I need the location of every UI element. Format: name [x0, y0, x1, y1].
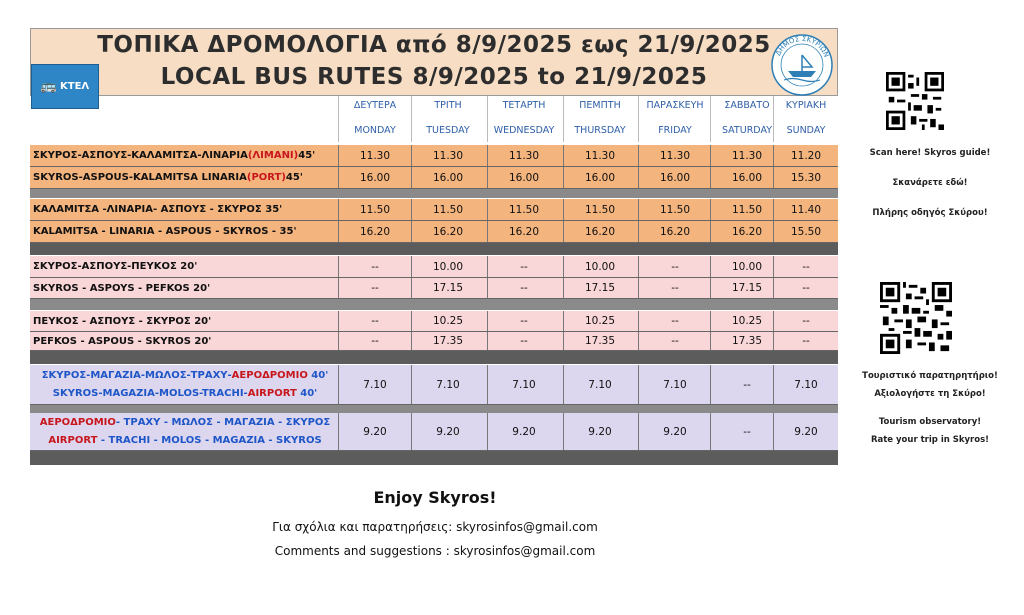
- time-cell: 11.50: [487, 199, 560, 220]
- qr2-caption-4: Rate your trip in Skyros!: [870, 435, 990, 445]
- day-en: SUNDAY: [786, 125, 826, 136]
- route-line-en: [53, 388, 317, 399]
- time-cell: 10.25: [710, 311, 783, 331]
- route-duration: 45': [298, 150, 316, 161]
- time-cell: 16.00: [487, 167, 560, 188]
- time-cell: 15.50: [773, 221, 838, 242]
- time-cell: 11.30: [563, 145, 636, 166]
- day-en: WEDNESDAY: [493, 125, 555, 136]
- time-cell: 9.20: [338, 413, 411, 450]
- time-cell: 17.35: [411, 332, 484, 350]
- day-en: THURSDAY: [574, 125, 626, 136]
- time-cell: 11.40: [773, 199, 838, 220]
- title-greek: ΤΟΠΙΚΑ ΔΡΟΜΟΛΟΓΙΑ από 8/9/2025 εως 21/9/2025: [97, 32, 771, 58]
- time-cell: 16.00: [710, 167, 783, 188]
- day-header-tuesday: [411, 96, 484, 142]
- footer-contact-en: Comments and suggestions : skyrosinfos@gmail.com: [274, 544, 596, 558]
- time-cell: --: [338, 256, 411, 277]
- day-en: MONDAY: [354, 125, 396, 136]
- time-cell: 16.00: [638, 167, 711, 188]
- time-cell: --: [773, 311, 838, 331]
- day-gr: ΣΑΒΒΑΤΟ: [724, 100, 770, 111]
- day-header-sunday: [773, 96, 838, 142]
- time-cell: --: [487, 332, 560, 350]
- table-row: [30, 278, 838, 299]
- day-header-friday: [638, 96, 711, 142]
- header-banner: [30, 28, 838, 96]
- time-cell: 9.20: [773, 413, 838, 450]
- route-text-highlight: ΑΕΡΟΔΡΟΜΙΟ: [231, 370, 308, 381]
- time-cell: --: [773, 278, 838, 298]
- route-text: - TRACHI - MOLOS - MAGAZIA - SKYROS: [97, 435, 322, 446]
- day-gr: ΔΕΥΤΕΡΑ: [353, 100, 397, 111]
- time-cell: 7.10: [563, 365, 636, 404]
- day-gr: ΠΑΡΑΣΚΕΥΗ: [646, 100, 704, 111]
- row-separator: [30, 189, 838, 198]
- time-cell: --: [710, 365, 783, 404]
- qr-code-guide[interactable]: [886, 72, 944, 130]
- time-cell: 9.20: [487, 413, 560, 450]
- time-cell: --: [638, 332, 711, 350]
- day-header-thursday: [563, 96, 636, 142]
- title-english: LOCAL BUS RUTES 8/9/2025 to 21/9/2025: [160, 64, 708, 90]
- qr-code-observatory[interactable]: [880, 281, 952, 355]
- day-gr: ΤΡΙΤΗ: [434, 100, 462, 111]
- route-duration: 40': [296, 388, 318, 399]
- table-row: [30, 365, 838, 405]
- time-cell: --: [338, 332, 411, 350]
- footer-title: Enjoy Skyros!: [373, 488, 497, 507]
- route-label: ΚΑΛΑΜΙΤΣΑ -ΛΙΝΑΡΙΑ- ΑΣΠΟΥΣ - ΣΚΥΡΟΣ 35': [33, 204, 283, 215]
- table-row: [30, 332, 838, 351]
- day-header-wednesday: [487, 96, 560, 142]
- time-cell: 17.15: [563, 278, 636, 298]
- time-cell: --: [773, 256, 838, 277]
- time-cell: 11.50: [710, 199, 783, 220]
- ktel-logo-text: ΚΤΕΛ: [60, 81, 90, 92]
- time-cell: 16.00: [338, 167, 411, 188]
- route-label: KALAMITSA - LINARIA - ASPOUS - SKYROS - 35': [33, 226, 297, 237]
- time-cell: 16.20: [338, 221, 411, 242]
- table-row: [30, 221, 838, 243]
- row-separator: [30, 299, 838, 310]
- time-cell: 11.30: [338, 145, 411, 166]
- time-cell: 16.20: [638, 221, 711, 242]
- time-cell: 10.25: [563, 311, 636, 331]
- time-cell: 7.10: [338, 365, 411, 404]
- time-cell: 15.30: [773, 167, 838, 188]
- footer-contact-gr: Για σχόλια και παρατηρήσεις: skyrosinfos@gmail.com: [272, 520, 598, 534]
- time-cell: 16.20: [710, 221, 783, 242]
- time-cell: 11.50: [338, 199, 411, 220]
- time-cell: --: [638, 311, 711, 331]
- time-cell: 11.30: [638, 145, 711, 166]
- route-text: SKYROS-ASPOUS-KALAMITSA LINARIA: [33, 172, 247, 183]
- time-cell: 11.20: [773, 145, 838, 166]
- day-en: TUESDAY: [426, 125, 470, 136]
- time-cell: 16.00: [411, 167, 484, 188]
- time-cell: 9.20: [563, 413, 636, 450]
- time-cell: 10.00: [411, 256, 484, 277]
- table-row: [30, 167, 838, 189]
- qr1-caption-1: Scan here! Skyros guide!: [869, 148, 991, 158]
- time-cell: 11.30: [710, 145, 783, 166]
- qr1-caption-3: Πλήρης οδηγός Σκύρου!: [872, 208, 988, 218]
- time-cell: --: [338, 278, 411, 298]
- row-separator: [30, 243, 838, 255]
- route-text: SKYROS-MAGAZIA-MOLOS-TRACHI-: [52, 388, 248, 399]
- time-cell: 17.15: [710, 278, 783, 298]
- qr1-caption-2: Σκανάρετε εδώ!: [892, 178, 968, 188]
- bus-icon: 🚌: [40, 79, 58, 94]
- time-cell: 7.10: [638, 365, 711, 404]
- time-cell: --: [773, 332, 838, 350]
- qr2-caption-1: Τουριστικό παρατηρητήριο!: [862, 371, 998, 381]
- time-cell: 16.00: [563, 167, 636, 188]
- row-separator: [30, 451, 838, 465]
- table-row: [30, 413, 838, 451]
- route-text: - ΤΡΑΧΥ - ΜΩΛΟΣ - ΜΑΓΑΖΙΑ - ΣΚΥΡΟΣ: [115, 417, 331, 428]
- route-label: [30, 145, 340, 166]
- row-separator: [30, 405, 838, 413]
- route-label: [30, 413, 340, 450]
- time-cell: 16.20: [487, 221, 560, 242]
- route-duration: 45': [285, 172, 303, 183]
- time-cell: --: [638, 256, 711, 277]
- route-text-highlight: AIRPORT: [247, 388, 297, 399]
- time-cell: 11.30: [487, 145, 560, 166]
- time-cell: 10.00: [710, 256, 783, 277]
- time-cell: 16.20: [411, 221, 484, 242]
- time-cell: 17.35: [710, 332, 783, 350]
- day-header-monday: [338, 96, 411, 142]
- municipality-logo-text: ΔΗΜΟΣ ΣΚΥΡΙΩΝ: [774, 34, 831, 59]
- time-cell: 10.00: [563, 256, 636, 277]
- route-label: SKYROS - ASPOYS - PEFKOS 20': [33, 282, 211, 294]
- day-gr: ΤΕΤΑΡΤΗ: [502, 100, 546, 111]
- time-cell: 7.10: [487, 365, 560, 404]
- time-cell: 9.20: [638, 413, 711, 450]
- time-cell: 11.50: [411, 199, 484, 220]
- time-cell: 11.30: [411, 145, 484, 166]
- time-cell: 17.15: [411, 278, 484, 298]
- time-cell: 7.10: [773, 365, 838, 404]
- route-label: ΣΚΥΡΟΣ-ΑΣΠΟΥΣ-ΠΕΥΚΟΣ 20': [33, 261, 198, 272]
- table-row: [30, 256, 838, 278]
- time-cell: --: [638, 278, 711, 298]
- route-label: PEFKOS - ASPOUS - SKYROS 20': [33, 335, 212, 347]
- row-separator: [30, 351, 838, 364]
- day-en: SATURDAY: [721, 125, 773, 136]
- route-text-highlight: (ΛΙΜΑΝΙ): [247, 150, 299, 161]
- time-cell: 16.20: [563, 221, 636, 242]
- route-label: ΠΕΥΚΟΣ - ΑΣΠΟΥΣ - ΣΚΥΡΟΣ 20': [33, 315, 212, 327]
- table-row: [30, 199, 838, 221]
- time-cell: 11.50: [638, 199, 711, 220]
- table-row: [30, 145, 838, 167]
- route-line-gr: [40, 417, 331, 428]
- route-line-gr: [42, 370, 329, 381]
- route-text: ΣΚΥΡΟΣ-ΑΣΠΟΥΣ-ΚΑΛΑΜΙΤΣΑ-ΛΙΝΑΡΙΑ: [33, 150, 248, 161]
- route-line-en: [48, 435, 321, 446]
- route-text-highlight: ΑΕΡΟΔΡΟΜΙΟ: [39, 417, 116, 428]
- time-cell: 7.10: [411, 365, 484, 404]
- route-label: [30, 167, 340, 188]
- qr2-caption-2: Αξιολογήστε τη Σκύρο!: [874, 389, 986, 399]
- qr2-caption-3: Tourism observatory!: [878, 417, 982, 427]
- time-cell: --: [487, 311, 560, 331]
- route-label: [30, 365, 340, 404]
- time-cell: 10.25: [411, 311, 484, 331]
- route-text-highlight: (PORT): [246, 172, 286, 183]
- ktel-logo: [31, 64, 99, 109]
- time-cell: 11.50: [563, 199, 636, 220]
- route-text-highlight: AIRPORT: [48, 435, 98, 446]
- time-cell: --: [710, 413, 783, 450]
- time-cell: 17.35: [563, 332, 636, 350]
- time-cell: --: [487, 256, 560, 277]
- time-cell: --: [487, 278, 560, 298]
- day-gr: ΚΥΡΙΑΚΗ: [785, 100, 827, 111]
- day-gr: ΠΕΜΠΤΗ: [579, 100, 621, 111]
- route-duration: 40': [307, 370, 329, 381]
- time-cell: --: [338, 311, 411, 331]
- route-text: ΣΚΥΡΟΣ-ΜΑΓΑΖΙΑ-ΜΩΛΟΣ-ΤΡΑΧΥ-: [41, 370, 232, 381]
- time-cell: 9.20: [411, 413, 484, 450]
- table-row: [30, 311, 838, 332]
- municipality-logo: [770, 33, 834, 97]
- day-en: FRIDAY: [658, 125, 692, 136]
